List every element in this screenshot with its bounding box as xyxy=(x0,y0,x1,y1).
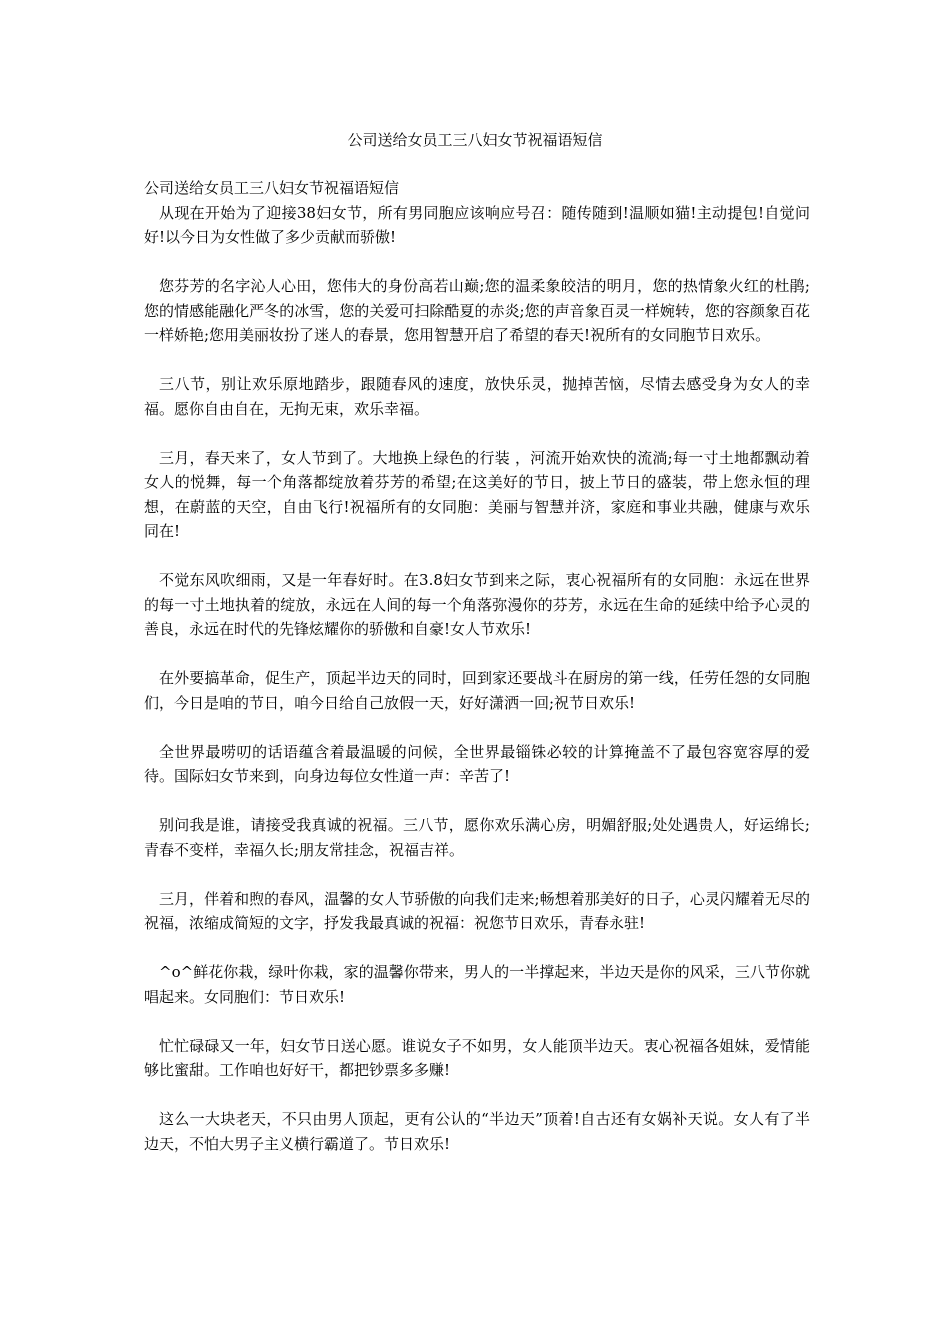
paragraph-12: 这么一大块老天，不只由男人顶起，更有公认的“半边天”顶着!自古还有女娲补天说。女人有了半边天，不怕大男子主义横行霸道了。节日欢乐! xyxy=(144,1110,810,1153)
document-body xyxy=(144,176,810,1181)
paragraph-2: 您芬芳的名字沁人心田，您伟大的身份高若山巅;您的温柔象皎洁的明月，您的热情象火红的杜鹃;您的情感能融化严冬的冰雪，您的关爱可扫除酷夏的赤炎;您的声音象百灵一样婉转，您的容颜象百花一样娇艳;您用美丽妆扮了迷人的春景，您用智慧开启了希望的春天!祝所有的女同胞节日欢乐。 xyxy=(144,277,810,344)
paragraph-10: ^o^鲜花你栽，绿叶你栽，家的温馨你带来，男人的一半撑起来，半边天是你的风采，三八节你就唱起来。女同胞们：节日欢乐! xyxy=(144,963,810,1006)
paragraph-7: 全世界最唠叨的话语蕴含着最温暖的问候，全世界最锱铢必较的计算掩盖不了最包容宽容厚的爱待。国际妇女节来到，向身边每位女性道一声：辛苦了! xyxy=(144,742,810,785)
paragraph-4: 三月，春天来了，女人节到了。大地换上绿色的行装 ，河流开始欢快的流淌;每一寸土地都飘动着女人的悦舞，每一个角落都绽放着芬芳的希望;在这美好的节日，披上节日的盛装，带上您永恒的理想，在蔚蓝的天空，自由飞行!祝福所有的女同胞：美丽与智慧并济，家庭和事业共融，健康与欢乐同在! xyxy=(144,448,810,540)
document-subtitle: 公司送给女员工三八妇女节祝福语短信 xyxy=(144,179,400,197)
paragraph-8: 别问我是谁，请接受我真诚的祝福。三八节，愿你欢乐满心房，明媚舒服;处处遇贵人，好运绵长;青春不变样，幸福久长;朋友常挂念，祝福吉祥。 xyxy=(144,816,810,859)
paragraph-9: 三月，伴着和煦的春风，温馨的女人节骄傲的向我们走来;畅想着那美好的日子，心灵闪耀着无尽的祝福，浓缩成简短的文字，抒发我最真诚的祝福：祝您节日欢乐，青春永驻! xyxy=(144,889,810,932)
paragraph-6: 在外要搞革命，促生产，顶起半边天的同时，回到家还要战斗在厨房的第一线，任劳任怨的女同胞们，今日是咱的节日，咱今日给自己放假一天，好好潇洒一回;祝节日欢乐! xyxy=(144,669,810,712)
paragraph-3: 三八节，别让欢乐原地踏步，跟随春风的速度，放快乐灵，抛掉苦恼，尽情去感受身为女人的幸福。愿你自由自在，无拘无束，欢乐幸福。 xyxy=(144,375,810,418)
paragraph-11: 忙忙碌碌又一年，妇女节日送心愿。谁说女子不如男，女人能顶半边天。衷心祝福各姐妹，爱情能够比蜜甜。工作咱也好好干，都把钞票多多赚! xyxy=(144,1036,810,1079)
paragraph-5: 不觉东风吹细雨，又是一年春好时。在3.8妇女节到来之际，衷心祝福所有的女同胞：永远在世界的每一寸土地执着的绽放，永远在人间的每一个角落弥漫你的芬芳，永远在生命的延续中给予心灵的善良，永远在时代的先锋炫耀你的骄傲和自豪!女人节欢乐! xyxy=(144,571,810,638)
document-title: 公司送给女员工三八妇女节祝福语短信 xyxy=(347,131,603,149)
paragraph-1: 从现在开始为了迎接38妇女节，所有男同胞应该响应号召：随传随到!温顺如猫!主动提包!自觉问好!以今日为女性做了多少贡献而骄傲! xyxy=(144,203,810,246)
